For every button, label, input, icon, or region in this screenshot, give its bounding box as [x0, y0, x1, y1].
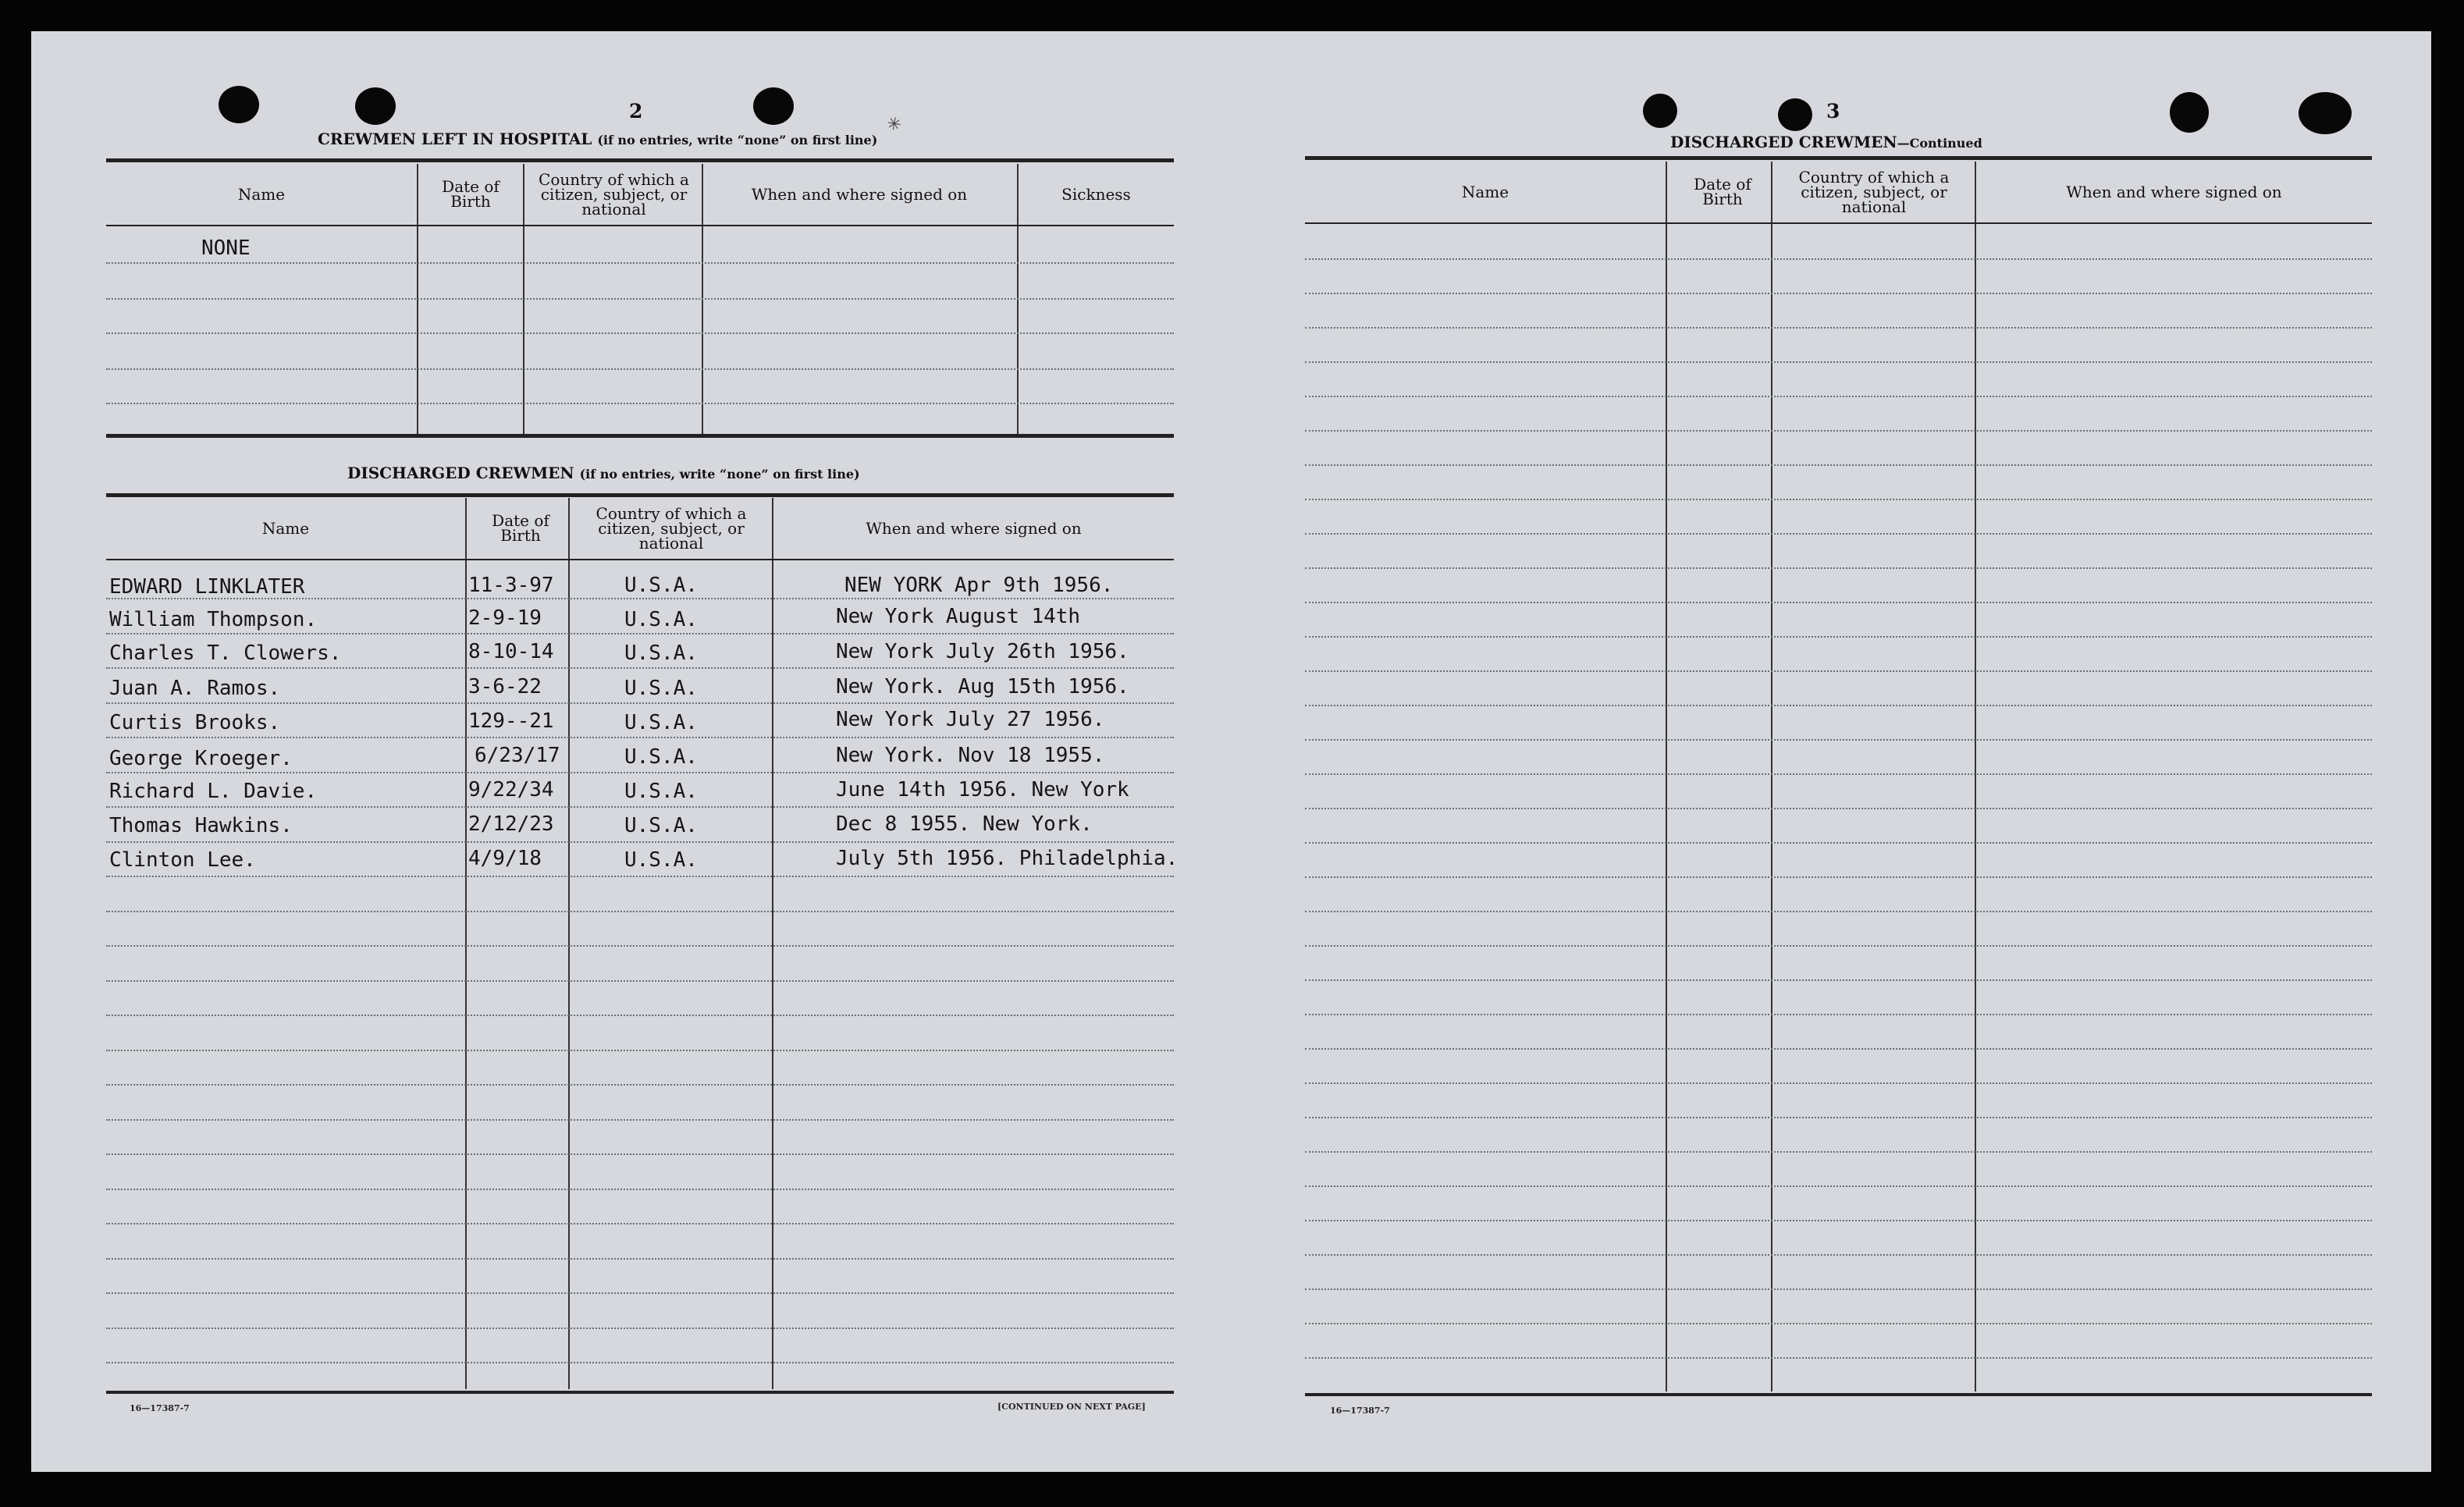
row-line: [1305, 1117, 2372, 1118]
row-line: [1305, 464, 2372, 466]
crew-signed-on: New York. Aug 15th 1956.: [836, 675, 1129, 698]
discharged-title-text: DISCHARGED CREWMEN: [347, 464, 574, 482]
row-line: [106, 368, 1174, 370]
row-line: [1305, 1288, 2372, 1290]
row-line: [106, 1189, 1174, 1190]
row-line: [1305, 327, 2372, 329]
punch-hole: [1778, 98, 1812, 131]
row-line: [106, 1015, 1174, 1016]
rule: [106, 493, 1174, 497]
row-line: [106, 702, 1174, 704]
row-line: [1305, 1082, 2372, 1084]
continued-title-suffix: —Continued: [1897, 136, 1982, 151]
form-number: 16—17387-7: [130, 1403, 190, 1413]
crew-signed-on: July 5th 1956. Philadelphia.: [836, 847, 1179, 870]
discharged-section-title: [347, 464, 860, 482]
crew-dob: 11-3-97: [468, 574, 554, 597]
punch-hole: [1643, 94, 1677, 128]
crew-name: Charles T. Clowers.: [109, 642, 342, 665]
col-divider: [417, 164, 418, 435]
rule: [1305, 156, 2372, 160]
row-line: [1305, 533, 2372, 535]
row-line: [1305, 1254, 2372, 1256]
column-header-dob: Date of Birth: [492, 511, 549, 545]
crew-signed-on: New York August 14th: [836, 605, 1081, 628]
row-line: [1305, 1220, 2372, 1221]
row-line: [1305, 773, 2372, 775]
row-line: [106, 806, 1174, 808]
header-rule: [106, 225, 1174, 226]
row-line: [106, 911, 1174, 912]
col-divider: [772, 498, 773, 1389]
page-number-right: 3: [1826, 100, 1840, 123]
row-line: [1305, 945, 2372, 947]
column-header-name: Name: [237, 184, 286, 204]
continued-note: [CONTINUED ON NEXT PAGE]: [997, 1402, 1146, 1412]
continued-title-text: DISCHARGED CREWMEN: [1670, 133, 1897, 151]
row-line: [106, 1153, 1174, 1155]
row-line: [106, 1362, 1174, 1363]
faint-stamp-mark: ✳: [884, 115, 907, 133]
crew-name: Clinton Lee.: [109, 848, 256, 872]
crew-dob: 2-9-19: [468, 606, 542, 630]
crew-name: Thomas Hawkins.: [109, 814, 293, 837]
row-line: [1305, 705, 2372, 706]
crew-name: Richard L. Davie.: [109, 780, 318, 803]
punch-hole: [2299, 92, 2352, 134]
row-line: [106, 298, 1174, 300]
row-line: [1305, 293, 2372, 294]
column-header-signed-on: When and where signed on: [751, 184, 968, 204]
row-line: [1305, 1048, 2372, 1050]
hospital-title-note: (if no entries, write “none” on first line): [597, 133, 878, 148]
hospital-table: [106, 164, 1174, 439]
crew-signed-on: New York July 27 1956.: [836, 708, 1105, 731]
column-header-sickness: Sickness: [1061, 184, 1131, 204]
rule: [106, 158, 1174, 162]
column-header-country: Country of which a citizen, subject, or national: [539, 169, 689, 219]
row-line: [1305, 808, 2372, 809]
row-line: [1305, 1151, 2372, 1153]
rule: [106, 434, 1174, 438]
crew-country: U.S.A.: [624, 677, 698, 700]
col-divider: [523, 164, 524, 435]
row-line: [1305, 842, 2372, 844]
row-line: [1305, 636, 2372, 638]
crew-signed-on: New York. Nov 18 1955.: [836, 744, 1105, 767]
row-line: [1305, 258, 2372, 260]
col-divider: [1666, 162, 1667, 1391]
crew-dob: 8-10-14: [468, 640, 554, 663]
column-header-name: Name: [1461, 182, 1509, 201]
crew-dob: 2/12/23: [468, 812, 554, 836]
crew-name: Curtis Brooks.: [109, 711, 281, 734]
crew-signed-on: Dec 8 1955. New York.: [836, 812, 1093, 836]
rule: [1305, 1393, 2372, 1396]
row-line: [106, 841, 1174, 843]
crew-signed-on: New York July 26th 1956.: [836, 640, 1129, 663]
document-sheet: [31, 31, 2431, 1472]
row-line: [1305, 430, 2372, 432]
row-line: [1305, 670, 2372, 672]
row-line: [1305, 1185, 2372, 1187]
column-header-country: Country of which a citizen, subject, or national: [596, 503, 747, 553]
row-line: [106, 876, 1174, 877]
crew-name: EDWARD LINKLATER: [109, 575, 305, 599]
column-header-dob: Date of Birth: [1694, 175, 1751, 208]
row-line: [106, 667, 1174, 669]
header-rule: [1305, 222, 2372, 224]
crew-country: U.S.A.: [624, 814, 698, 837]
col-divider: [465, 498, 467, 1389]
row-line: [106, 1328, 1174, 1329]
discharged-table: [106, 498, 1179, 1430]
row-line: [106, 737, 1174, 738]
column-header-dob: Date of Birth: [442, 177, 500, 211]
hospital-section-title: [318, 130, 877, 148]
header-rule: [106, 559, 1174, 560]
col-divider: [1975, 162, 1976, 1391]
row-line: [1305, 567, 2372, 569]
crew-country: U.S.A.: [624, 848, 698, 872]
crew-signed-on: June 14th 1956. New York: [836, 778, 1129, 801]
punch-hole: [355, 87, 396, 125]
crew-country: U.S.A.: [624, 608, 698, 631]
crew-name: Juan A. Ramos.: [109, 677, 281, 700]
crew-dob: 3-6-22: [468, 675, 542, 698]
row-line: [1305, 979, 2372, 981]
row-line: [106, 1258, 1174, 1260]
row-line: [106, 1223, 1174, 1224]
row-line: [1305, 911, 2372, 912]
row-line: [1305, 361, 2372, 363]
discharged-title-note: (if no entries, write “none” on first line): [579, 467, 860, 482]
crew-name: William Thompson.: [109, 608, 318, 631]
hospital-entry: NONE: [201, 236, 251, 260]
row-line: [1305, 602, 2372, 603]
row-line: [106, 262, 1174, 264]
crew-country: U.S.A.: [624, 574, 698, 597]
column-header-signed-on: When and where signed on: [2066, 182, 2282, 201]
col-divider: [568, 498, 570, 1389]
crew-dob: 6/23/17: [475, 744, 560, 767]
punch-hole: [219, 86, 259, 123]
col-divider: [1771, 162, 1772, 1391]
row-line: [1305, 499, 2372, 500]
row-line: [106, 332, 1174, 334]
crew-signed-on: NEW YORK Apr 9th 1956.: [844, 574, 1114, 597]
crew-country: U.S.A.: [624, 642, 698, 665]
row-line: [106, 980, 1174, 982]
row-line: [106, 403, 1174, 404]
row-line: [106, 1050, 1174, 1051]
row-line: [1305, 876, 2372, 878]
row-line: [1305, 739, 2372, 741]
row-line: [1305, 1014, 2372, 1015]
row-line: [106, 1119, 1174, 1121]
continued-section-title: [1670, 133, 1982, 151]
form-number: 16—17387-7: [1330, 1406, 1390, 1416]
continued-table: [1305, 162, 2372, 1441]
punch-hole: [753, 87, 794, 125]
crew-dob: 129--21: [468, 709, 554, 733]
column-header-country: Country of which a citizen, subject, or national: [1798, 167, 1950, 216]
row-line: [106, 633, 1174, 634]
column-header-name: Name: [261, 518, 310, 538]
crew-country: U.S.A.: [624, 711, 698, 734]
hospital-title-text: CREWMEN LEFT IN HOSPITAL: [318, 130, 592, 148]
rule: [106, 1391, 1174, 1394]
crew-dob: 9/22/34: [468, 778, 554, 801]
row-line: [106, 1292, 1174, 1294]
page-number-left: 2: [629, 100, 643, 123]
row-line: [1305, 396, 2372, 397]
row-line: [106, 1084, 1174, 1086]
column-header-signed-on: When and where signed on: [866, 518, 1082, 538]
crew-country: U.S.A.: [624, 745, 698, 769]
row-line: [106, 945, 1174, 947]
row-line: [1305, 1323, 2372, 1324]
row-line: [1305, 1357, 2372, 1359]
crew-name: George Kroeger.: [109, 747, 293, 770]
row-line: [106, 772, 1174, 773]
punch-hole: [2170, 92, 2209, 133]
crew-country: U.S.A.: [624, 780, 698, 803]
crew-dob: 4/9/18: [468, 847, 542, 870]
